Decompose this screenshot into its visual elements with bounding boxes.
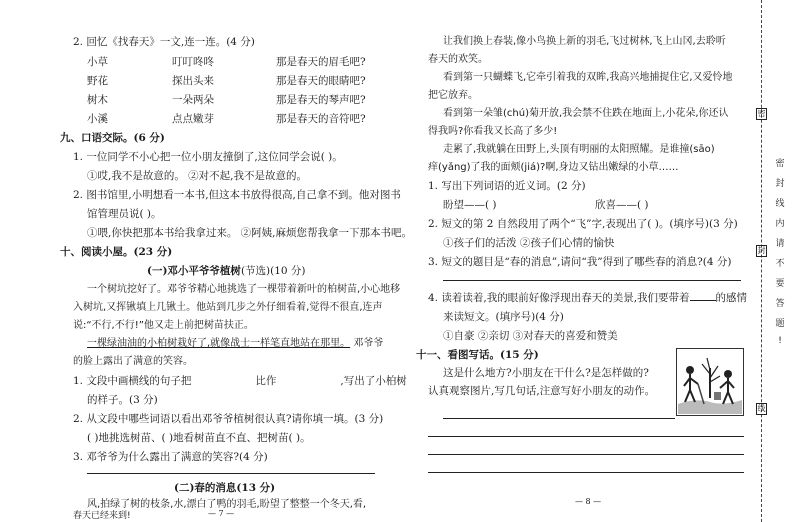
s9-q2-line1: 2. 图书馆里,小明想看一本书,但这本书放得很高,自己拿不到。他对图书 bbox=[73, 189, 401, 201]
p2-q4-line2: 来读短文。(填序号)(4 分) bbox=[443, 311, 564, 323]
sidebar-char: ! bbox=[778, 336, 782, 346]
sidebar-char: 要 bbox=[775, 279, 785, 289]
s9-q2-options: ①喂,你快把那本书给我拿过来。 ②阿姨,麻烦您帮我拿一下那本书吧。 bbox=[87, 227, 413, 239]
passage-1-line4-tail: 邓爷爷 bbox=[353, 338, 384, 349]
passage-2-r2: 春天的欢笑。 bbox=[428, 54, 488, 65]
sidebar-char: 题 bbox=[775, 319, 785, 329]
sidebar-char: 内 bbox=[775, 219, 785, 229]
passage-2-r3: 看到第一只蝴蝶飞,它牵引着我的双眸,我高兴地捕捉住它,又爱怜地 bbox=[443, 72, 733, 83]
passage-1-title bbox=[147, 265, 306, 278]
match-c4: 那是春天的音符吧? bbox=[276, 113, 366, 125]
p2-q4-line1 bbox=[428, 292, 747, 305]
p2-q4-options: ①自豪 ②亲切 ③对春天的喜爱和赞美 bbox=[443, 330, 618, 342]
match-a4: 小溪 bbox=[87, 113, 108, 125]
passage-1-line4 bbox=[87, 338, 383, 350]
passage-1-title-text: (一)邓小平爷爷植树 bbox=[147, 265, 241, 277]
sidebar-char: 不 bbox=[775, 259, 785, 269]
sidebar-char: 线 bbox=[775, 199, 785, 209]
p1-q1-mid: 比作 bbox=[255, 375, 277, 387]
passage-2-r6: 得我吗?你看我又长高了多少! bbox=[428, 126, 558, 137]
writing-line-4[interactable] bbox=[428, 472, 744, 473]
answer-line bbox=[443, 280, 741, 281]
writing-line-1[interactable] bbox=[443, 418, 675, 419]
section-10-title: 十、阅读小屋。(23 分) bbox=[60, 246, 173, 258]
p2-q4-start: 4. 读着读着,我的眼前好像浮现出春天的美景,我们要带着 bbox=[428, 292, 690, 304]
seal-box-1: 密 bbox=[757, 109, 766, 118]
section-9-title: 九、口语交际。(6 分) bbox=[60, 132, 165, 144]
sidebar-char: 请 bbox=[775, 239, 785, 249]
sidebar-char: 密 bbox=[775, 159, 785, 169]
passage-1-line2: 入树坑,又挥锹填上几锹土。他站到几步之外仔细看着,觉得不很直,连声 bbox=[73, 302, 383, 313]
s9-q1-options: ①哎,我不是故意的。 ②对不起,我不是故意的。 bbox=[87, 170, 308, 182]
match-c2: 那是春天的眼睛吧? bbox=[276, 75, 366, 87]
p2-q2: 2. 短文的第 2 自然段用了两个“飞”字,表现出了( )。(填序号)(3 分) bbox=[428, 218, 738, 230]
p1-q2-fill: ( )地挑选树苗、( )地看树苗直不直、把树苗( )。 bbox=[87, 432, 311, 444]
passage-2-r1: 让我们换上春装,像小鸟换上新的羽毛,飞过树林,飞上山冈,去聆听 bbox=[443, 36, 726, 47]
p2-q1: 1. 写出下列词语的近义词。(2 分) bbox=[428, 180, 586, 192]
q2-title: 2. 回忆《找春天》一文,连一连。(4 分) bbox=[73, 36, 255, 48]
passage-1-line5: 的脸上露出了满意的笑容。 bbox=[73, 356, 193, 367]
passage-1-title-note: (节选)(10 分) bbox=[240, 265, 306, 277]
s9-q1: 1. 一位同学不小心把一位小朋友撞倒了,这位同学会说( )。 bbox=[73, 151, 343, 163]
passage-2-line1: 风,拍绿了树的枝条,水,漂白了鸭的羽毛,盼望了整整一个冬天,看, bbox=[87, 499, 367, 510]
sidebar-char: 答 bbox=[775, 299, 785, 309]
passage-2-r4: 把它放弃。 bbox=[428, 90, 478, 101]
match-b1: 叮叮咚咚 bbox=[172, 56, 214, 68]
binding-dashed-line bbox=[761, 0, 762, 522]
p1-q1-end: ,写出了小柏树 bbox=[340, 375, 407, 387]
passage-1-line3: 说:“不行,不行!”他又走上前把树苗扶正。 bbox=[73, 320, 254, 331]
p1-q1-start: 1. 文段中画横线的句子把 bbox=[73, 375, 192, 387]
seal-box-3: 线 bbox=[757, 404, 766, 413]
p1-q1 bbox=[73, 375, 407, 388]
p1-q1-line2: 的样子。(3 分) bbox=[87, 394, 158, 406]
passage-2-r5: 看到第一朵雏(chú)菊开放,我会禁不住跌在地面上,小花朵,你还认 bbox=[443, 108, 729, 119]
children-planting-illustration bbox=[676, 348, 744, 416]
p2-q4-end: 的感情 bbox=[715, 292, 748, 304]
p1-q2: 2. 从文段中哪些词语以看出邓爷爷植树很认真?请你填一填。(3 分) bbox=[73, 413, 384, 425]
match-b3: 一朵两朵 bbox=[172, 94, 214, 106]
p2-q1-word2: 欣喜——( ) bbox=[595, 199, 649, 211]
writing-prompt-2: 认真观察图片,写几句话,注意写好小朋友的动作。 bbox=[428, 385, 656, 397]
match-b2: 探出头来 bbox=[172, 75, 214, 87]
match-b4: 点点嫩芽 bbox=[172, 113, 214, 125]
passage-2-title: (二)春的消息(13 分) bbox=[174, 482, 276, 494]
passage-1-line1: 一个树坑挖好了。邓爷爷精心地挑选了一棵带着新叶的柏树苗,小心地移 bbox=[87, 284, 401, 295]
passage-2-r8: 痒(yǎng)了我的面颊(jiá)?啊,身边又钻出嫩绿的小草…… bbox=[428, 162, 679, 173]
sidebar-char: 封 bbox=[775, 179, 785, 189]
underlined-sentence: 一棵绿油油的小柏树栽好了,就像战士一样笔直地站在那里。 bbox=[87, 338, 351, 349]
writing-line-3[interactable] bbox=[428, 454, 744, 455]
s9-q2-line2: 馆管理员说( )。 bbox=[87, 208, 162, 220]
p2-q1-word1: 盼望——( ) bbox=[443, 199, 497, 211]
match-a1: 小草 bbox=[87, 56, 108, 68]
passage-2-line2: 春天已经来到! bbox=[73, 511, 131, 521]
writing-prompt-1: 这是什么地方?小朋友在干什么?是怎样做的? bbox=[443, 367, 649, 379]
answer-line bbox=[87, 473, 375, 474]
p2-q2-options: ①孩子们的活泼 ②孩子们心情的愉快 bbox=[443, 237, 615, 249]
writing-line-2[interactable] bbox=[428, 436, 744, 437]
p1-q3: 3. 邓爷爷为什么露出了满意的笑容?(4 分) bbox=[73, 451, 268, 463]
match-a3: 树木 bbox=[87, 94, 108, 106]
match-c1: 那是春天的眉毛吧? bbox=[276, 56, 366, 68]
section-11-title: 十一、看图写话。(15 分) bbox=[416, 349, 539, 361]
match-a2: 野花 bbox=[87, 75, 108, 87]
page-number-left: — 7 — bbox=[208, 509, 235, 518]
match-c3: 那是春天的琴声吧? bbox=[276, 94, 366, 106]
p2-q3: 3. 短文的题目是“春的消息”,请问“我”得到了哪些春的消息?(4 分) bbox=[428, 256, 732, 268]
seal-box-2: 封 bbox=[757, 246, 766, 255]
page-number-right: — 8 — bbox=[575, 497, 602, 506]
passage-2-r7: 走累了,我就躺在田野上,头顶有明丽的太阳照耀。是谁撞(sāo) bbox=[443, 144, 715, 155]
